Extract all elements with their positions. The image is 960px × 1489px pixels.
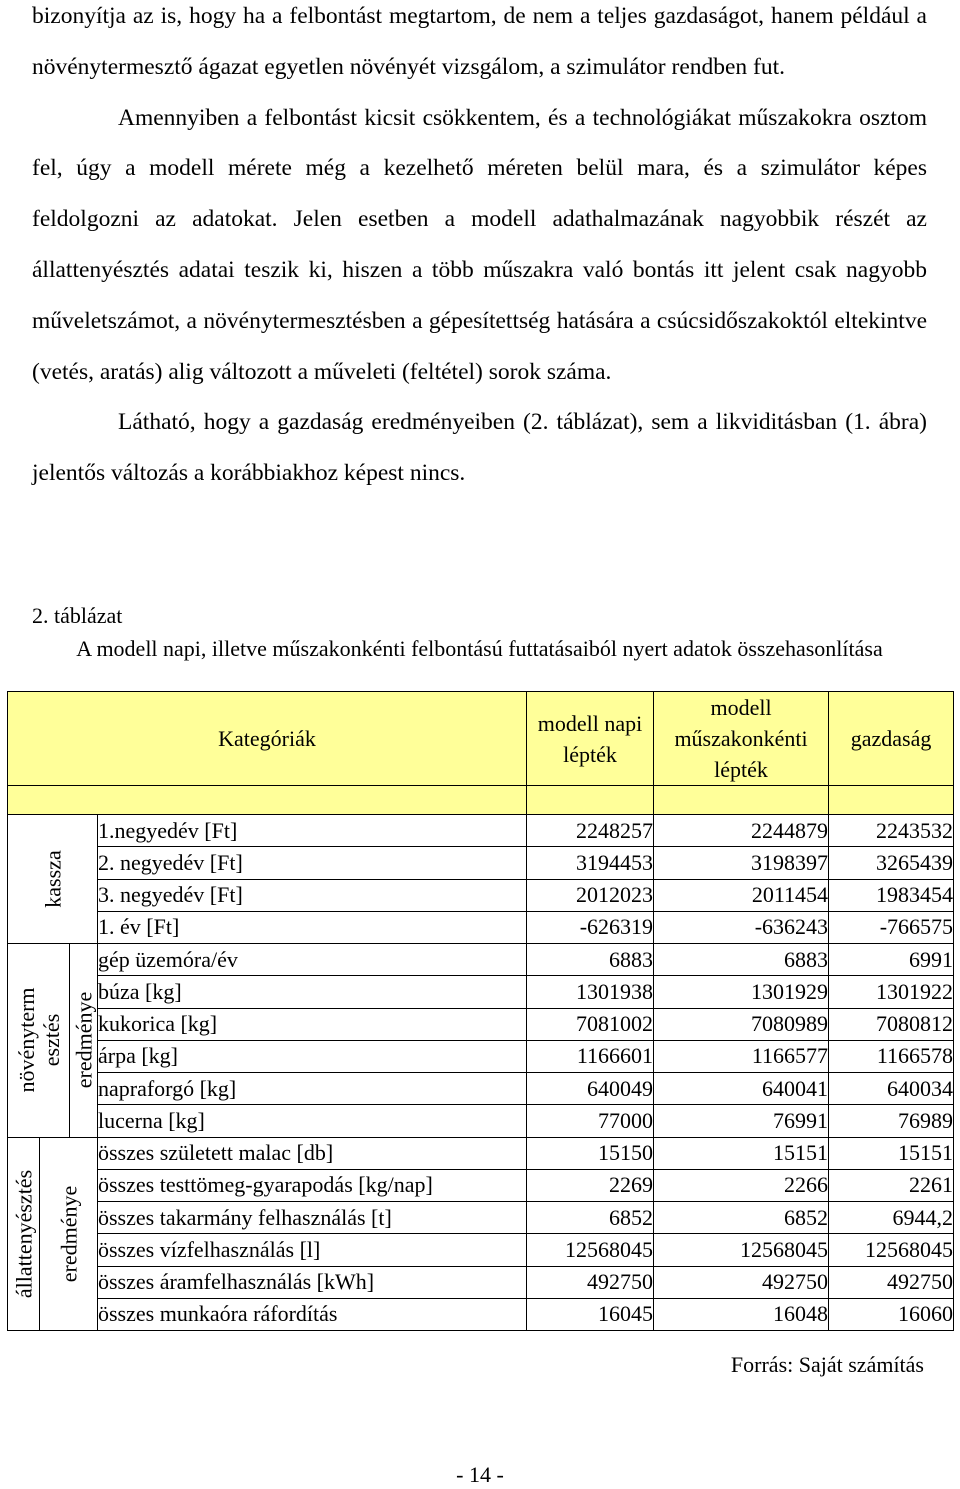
header-spacer-row: [8, 786, 954, 815]
cell-value: -636243: [654, 911, 829, 943]
table-row: [8, 1040, 954, 1072]
cell-value: 1301922: [829, 976, 954, 1008]
cell-value: -626319: [527, 911, 654, 943]
cell-value: 1301938: [527, 976, 654, 1008]
cell-value: 1301929: [654, 976, 829, 1008]
cell-value: 7081002: [527, 1008, 654, 1040]
cell-value: 16060: [829, 1298, 954, 1330]
row-label: 1. év [Ft]: [98, 911, 527, 943]
table-title: A modell napi, illetve műszakonkénti felbontású futtatásaiból nyert adatok összehasonlítása: [76, 636, 883, 661]
cell-value: 15150: [527, 1137, 654, 1169]
cell-value: 6883: [527, 944, 654, 976]
row-label: lucerna [kg]: [98, 1105, 527, 1137]
group-label-kassza: kassza: [8, 815, 98, 944]
cell-value: -766575: [829, 911, 954, 943]
cell-value: 15151: [829, 1137, 954, 1169]
group-label-plant-result: eredménye: [70, 944, 98, 1138]
row-label: összes született malac [db]: [98, 1137, 527, 1169]
table-row: [8, 944, 954, 976]
cell-value: 2266: [654, 1169, 829, 1201]
cell-value: 640049: [527, 1073, 654, 1105]
table-row: [8, 1202, 954, 1234]
table-row: [8, 879, 954, 911]
row-label: napraforgó [kg]: [98, 1073, 527, 1105]
cell-value: 12568045: [654, 1234, 829, 1266]
row-label: kukorica [kg]: [98, 1008, 527, 1040]
header-farm: gazdaság: [829, 692, 954, 786]
group-label-animal-husbandry: állattenyésztés: [8, 1137, 40, 1331]
header-model-shift: modell műszakonkénti lépték: [654, 692, 829, 786]
cell-value: 1166578: [829, 1040, 954, 1072]
table-row: [8, 976, 954, 1008]
cell-value: 640041: [654, 1073, 829, 1105]
cell-value: 16045: [527, 1298, 654, 1330]
cell-value: 492750: [527, 1266, 654, 1298]
table-row: [8, 1073, 954, 1105]
cell-value: 7080989: [654, 1008, 829, 1040]
row-label: 1.negyedév [Ft]: [98, 815, 527, 847]
comparison-table: [7, 691, 954, 1331]
table-row: [8, 1169, 954, 1201]
cell-value: 2012023: [527, 879, 654, 911]
row-label: összes takarmány felhasználás [t]: [98, 1202, 527, 1234]
cell-value: 640034: [829, 1073, 954, 1105]
cell-value: 16048: [654, 1298, 829, 1330]
cell-value: 2011454: [654, 879, 829, 911]
cell-value: 6852: [527, 1202, 654, 1234]
cell-value: 6944,2: [829, 1202, 954, 1234]
table-label: 2. táblázat: [32, 603, 123, 628]
table-row: [8, 1266, 954, 1298]
table-row: [8, 815, 954, 847]
body-text: [32, 0, 927, 499]
cell-value: 76991: [654, 1105, 829, 1137]
cell-value: 3194453: [527, 847, 654, 879]
cell-value: 2261: [829, 1169, 954, 1201]
table-row: [8, 1298, 954, 1330]
cell-value: 6991: [829, 944, 954, 976]
cell-value: 7080812: [829, 1008, 954, 1040]
cell-value: 77000: [527, 1105, 654, 1137]
row-label: összes testtömeg-gyarapodás [kg/nap]: [98, 1169, 527, 1201]
cell-value: 3198397: [654, 847, 829, 879]
cell-value: 2269: [527, 1169, 654, 1201]
cell-value: 2243532: [829, 815, 954, 847]
table-header-row: [8, 692, 954, 786]
row-label: gép üzemóra/év: [98, 944, 527, 976]
paragraph-1: bizonyítja az is, hogy ha a felbontást megtartom, de nem a teljes gazdaságot, hanem például a növénytermesztő ágazat egyetlen növényét vizsgálom, a szimulátor rendben fut.: [32, 3, 927, 80]
paragraph-2: Amennyiben a felbontást kicsit csökkentem, és a technológiákat műszakokra osztom fel, úgy a modell mérete még a kezelhető méreten belül mara, és a szimulátor képes feldolgozni az adatokat. Jelen esetben a modell adathalmazának nagyobbik részét az állattenyésztés adatai teszik ki, hiszen a több műszakra való bontás itt jelent csak nagyobb műveletszámot, a növénytermesztésben a gépesítettség hatására a csúcsidőszakoktól eltekintve (vetés, aratás) alig változott a műveleti (feltétel) sorok száma.: [32, 104, 927, 385]
header-category: Kategóriák: [8, 692, 527, 786]
paragraph-3: Látható, hogy a gazdaság eredményeiben (2. táblázat), sem a likviditásban (1. ábra) jelentős változás a korábbiakhoz képest nincs.: [32, 409, 927, 487]
cell-value: 6852: [654, 1202, 829, 1234]
cell-value: 12568045: [527, 1234, 654, 1266]
table-source: Forrás: Saját számítás: [730, 1352, 924, 1377]
cell-value: 76989: [829, 1105, 954, 1137]
row-label: összes munkaóra ráfordítás: [98, 1298, 527, 1330]
cell-value: 2244879: [654, 815, 829, 847]
cell-value: 15151: [654, 1137, 829, 1169]
cell-value: 1166577: [654, 1040, 829, 1072]
group-label-animal-result: eredménye: [40, 1137, 98, 1331]
table-row: [8, 1234, 954, 1266]
row-label: árpa [kg]: [98, 1040, 527, 1072]
group-label-plant-production: növényterm esztés: [8, 944, 70, 1138]
table-row: [8, 1137, 954, 1169]
row-label: 3. negyedév [Ft]: [98, 879, 527, 911]
table-row: [8, 1105, 954, 1137]
row-label: összes vízfelhasználás [l]: [98, 1234, 527, 1266]
table-row: [8, 1008, 954, 1040]
row-label: összes áramfelhasználás [kWh]: [98, 1266, 527, 1298]
page-number: - 14 -: [456, 1462, 504, 1487]
cell-value: 6883: [654, 944, 829, 976]
cell-value: 492750: [829, 1266, 954, 1298]
cell-value: 1166601: [527, 1040, 654, 1072]
cell-value: 12568045: [829, 1234, 954, 1266]
row-label: 2. negyedév [Ft]: [98, 847, 527, 879]
cell-value: 492750: [654, 1266, 829, 1298]
table-row: [8, 911, 954, 943]
row-label: búza [kg]: [98, 976, 527, 1008]
header-model-daily: modell napi lépték: [527, 692, 654, 786]
cell-value: 1983454: [829, 879, 954, 911]
cell-value: 3265439: [829, 847, 954, 879]
cell-value: 2248257: [527, 815, 654, 847]
table-row: [8, 847, 954, 879]
